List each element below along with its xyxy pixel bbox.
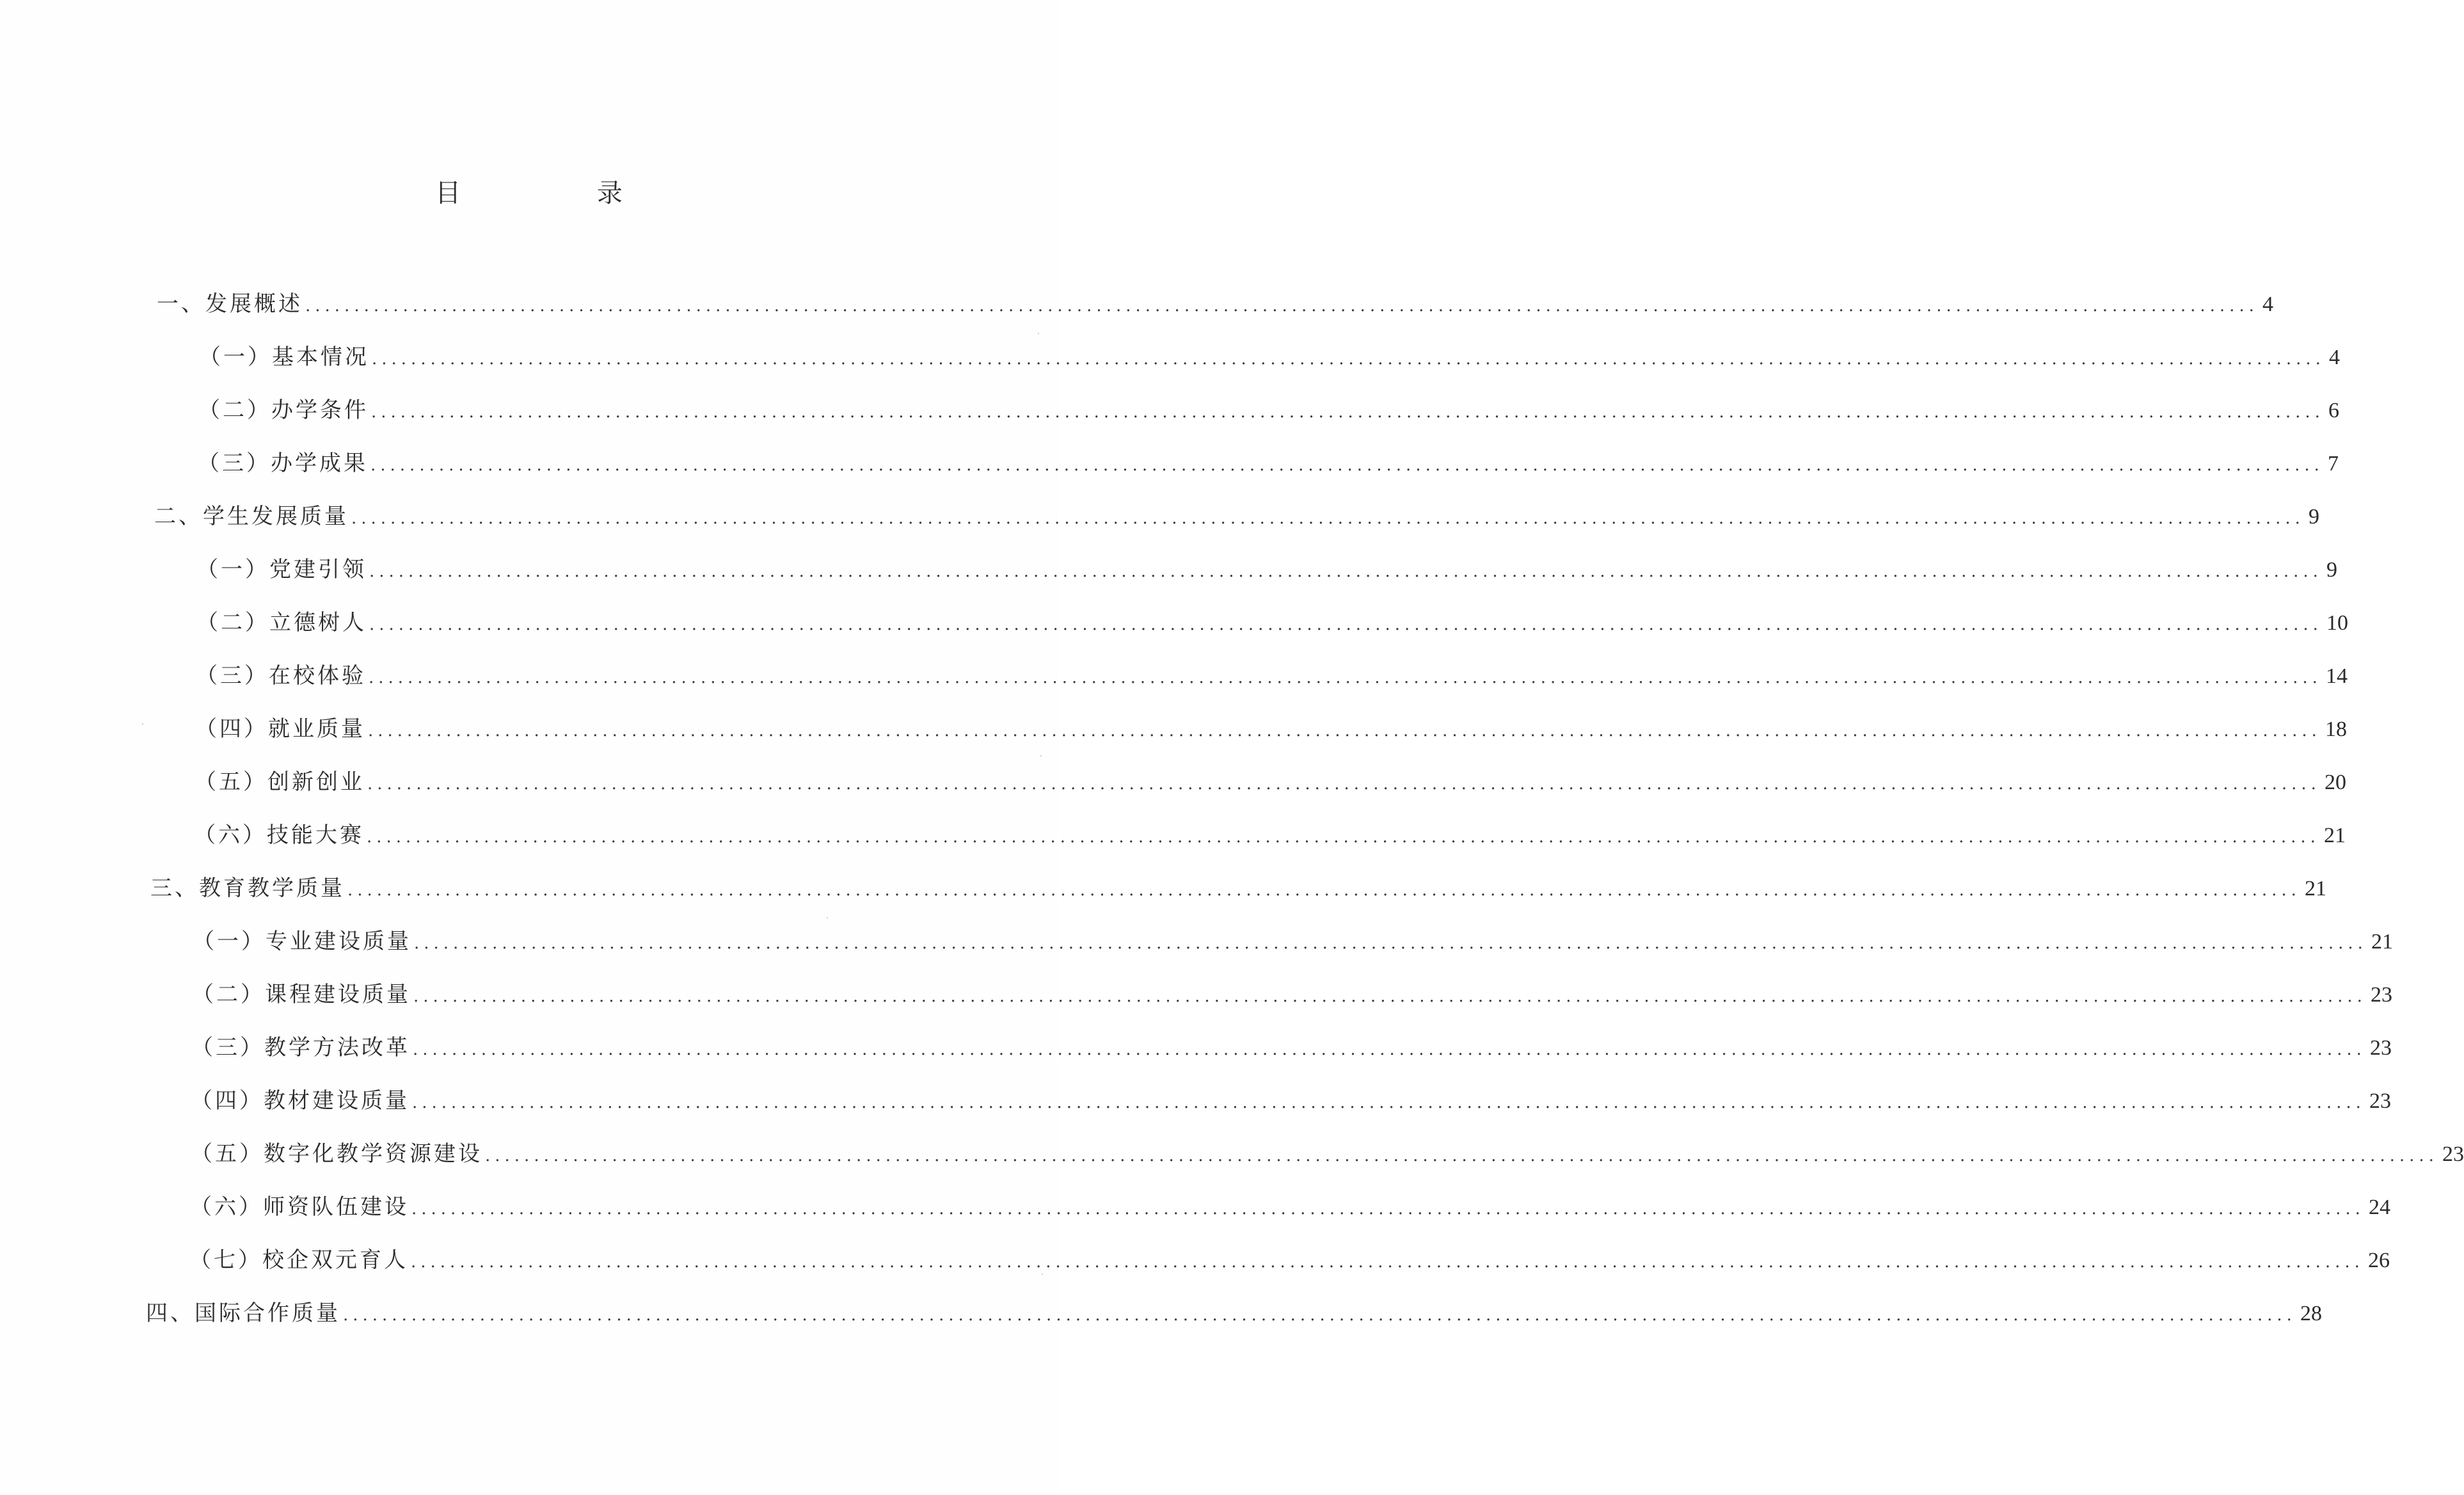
toc-entry[interactable]: [194, 816, 2346, 854]
toc-entry-label: 一、发展概述: [157, 291, 303, 317]
scan-speck: [1040, 755, 1042, 756]
scan-speck: [142, 723, 143, 724]
toc-entry[interactable]: [198, 391, 2339, 429]
dot-leader: ........................................................................................................................................................................................................: [372, 349, 2325, 369]
dot-leader: ........................................................................................................................................................................................................: [413, 1040, 2366, 1059]
toc-entry[interactable]: [191, 1082, 2391, 1120]
dot-leader: ........................................................................................................................................................................................................: [351, 509, 2305, 528]
toc-entry-page-number: 21: [2323, 824, 2346, 847]
toc-entry[interactable]: [157, 285, 2273, 323]
toc-entry[interactable]: [195, 763, 2346, 801]
toc-entry-page-number: 23: [2369, 1089, 2391, 1113]
toc-entry[interactable]: [196, 550, 2337, 589]
toc-entry[interactable]: [195, 710, 2347, 748]
toc-entry-label: （三）在校体验: [196, 663, 366, 689]
toc-entry-label: （六）技能大赛: [194, 822, 364, 848]
toc-entry-page-number: 23: [2369, 1036, 2392, 1060]
dot-leader: ........................................................................................................................................................................................................: [305, 296, 2259, 316]
dot-leader: ........................................................................................................................................................................................................: [414, 934, 2367, 953]
toc-entry-label: （三）办学成果: [198, 451, 368, 476]
toc-entry-label: （四）教材建设质量: [191, 1088, 409, 1114]
toc-entry-label: （一）党建引领: [196, 557, 367, 582]
dot-leader: ........................................................................................................................................................................................................: [412, 1093, 2365, 1112]
toc-entry-page-number: 26: [2367, 1249, 2390, 1272]
dot-leader: ........................................................................................................................................................................................................: [411, 1199, 2365, 1219]
toc-entry-page-number: 6: [2328, 399, 2339, 422]
toc-entry-label: （二）办学条件: [198, 397, 369, 423]
toc-entry-page-number: 18: [2325, 717, 2347, 741]
dot-leader: ........................................................................................................................................................................................................: [368, 721, 2321, 740]
dot-leader: ........................................................................................................................................................................................................: [411, 1252, 2364, 1272]
dot-leader: ........................................................................................................................................................................................................: [347, 881, 2301, 900]
page-title: 目 录: [435, 179, 687, 208]
toc-entry-page-number: 4: [2328, 346, 2340, 369]
toc-entry[interactable]: [190, 1188, 2390, 1226]
scan-speck: [1038, 333, 1039, 334]
toc-entry-label: （一）专业建设质量: [193, 929, 411, 954]
toc-entry-label: （一）基本情况: [199, 344, 369, 370]
toc-entry[interactable]: [198, 444, 2339, 483]
toc-entry[interactable]: [189, 1241, 2390, 1279]
toc-entry[interactable]: [196, 657, 2348, 695]
toc-entry-page-number: 14: [2325, 664, 2348, 688]
toc-entry-label: （三）教学方法改革: [191, 1035, 410, 1060]
dot-leader: ........................................................................................................................................................................................................: [371, 403, 2325, 422]
toc-entry-page-number: 28: [2300, 1302, 2322, 1325]
toc-entry-page-number: 21: [2304, 877, 2326, 900]
dot-leader: ........................................................................................................................................................................................................: [367, 827, 2320, 847]
dot-leader: ........................................................................................................................................................................................................: [485, 1146, 2438, 1165]
toc-entry-label: 三、教育教学质量: [150, 875, 345, 901]
toc-entry[interactable]: [196, 604, 2348, 642]
toc-entry-page-number: 23: [2370, 983, 2392, 1007]
toc-entry-label: 二、学生发展质量: [154, 504, 349, 529]
toc-entry-page-number: 10: [2326, 611, 2348, 635]
toc-entry-page-number: 7: [2327, 452, 2339, 476]
toc-entry[interactable]: [191, 1135, 2464, 1173]
scan-speck: [827, 917, 828, 918]
dot-leader: ........................................................................................................................................................................................................: [343, 1306, 2296, 1325]
dot-leader: ........................................................................................................................................................................................................: [369, 668, 2322, 687]
toc-entry[interactable]: [154, 497, 2319, 536]
toc-entry[interactable]: [192, 975, 2392, 1014]
toc-entry-label: （六）师资队伍建设: [190, 1194, 409, 1220]
toc-entry[interactable]: [191, 1028, 2392, 1067]
toc-entry[interactable]: [150, 869, 2326, 907]
toc-entry[interactable]: [146, 1294, 2322, 1332]
dot-leader: ........................................................................................................................................................................................................: [367, 774, 2321, 794]
toc-entry-page-number: 21: [2371, 930, 2393, 954]
scan-speck: [1042, 1274, 1043, 1275]
toc-entry-page-number: 4: [2262, 292, 2273, 316]
toc-entry-label: （七）校企双元育人: [189, 1247, 408, 1273]
toc-entry-page-number: 23: [2442, 1142, 2464, 1166]
toc-entry-label: （五）创新创业: [195, 769, 365, 795]
dot-leader: ........................................................................................................................................................................................................: [413, 987, 2367, 1006]
toc-entry-page-number: 9: [2308, 505, 2319, 529]
toc-entry-page-number: 24: [2368, 1195, 2390, 1219]
dot-leader: ........................................................................................................................................................................................................: [370, 456, 2324, 475]
toc-entry[interactable]: [199, 338, 2340, 376]
dot-leader: ........................................................................................................................................................................................................: [369, 615, 2323, 634]
toc-entry-label: （五）数字化教学资源建设: [191, 1141, 482, 1167]
toc-entry-page-number: 9: [2326, 558, 2337, 582]
toc-entry-page-number: 20: [2324, 771, 2346, 794]
toc-entry-label: （二）立德树人: [196, 610, 367, 636]
toc-entry[interactable]: [193, 922, 2393, 961]
toc-entry-label: 四、国际合作质量: [146, 1300, 340, 1326]
dot-leader: ........................................................................................................................................................................................................: [369, 562, 2323, 581]
toc-entry-label: （二）课程建设质量: [192, 982, 411, 1007]
toc-entry-label: （四）就业质量: [195, 716, 365, 742]
